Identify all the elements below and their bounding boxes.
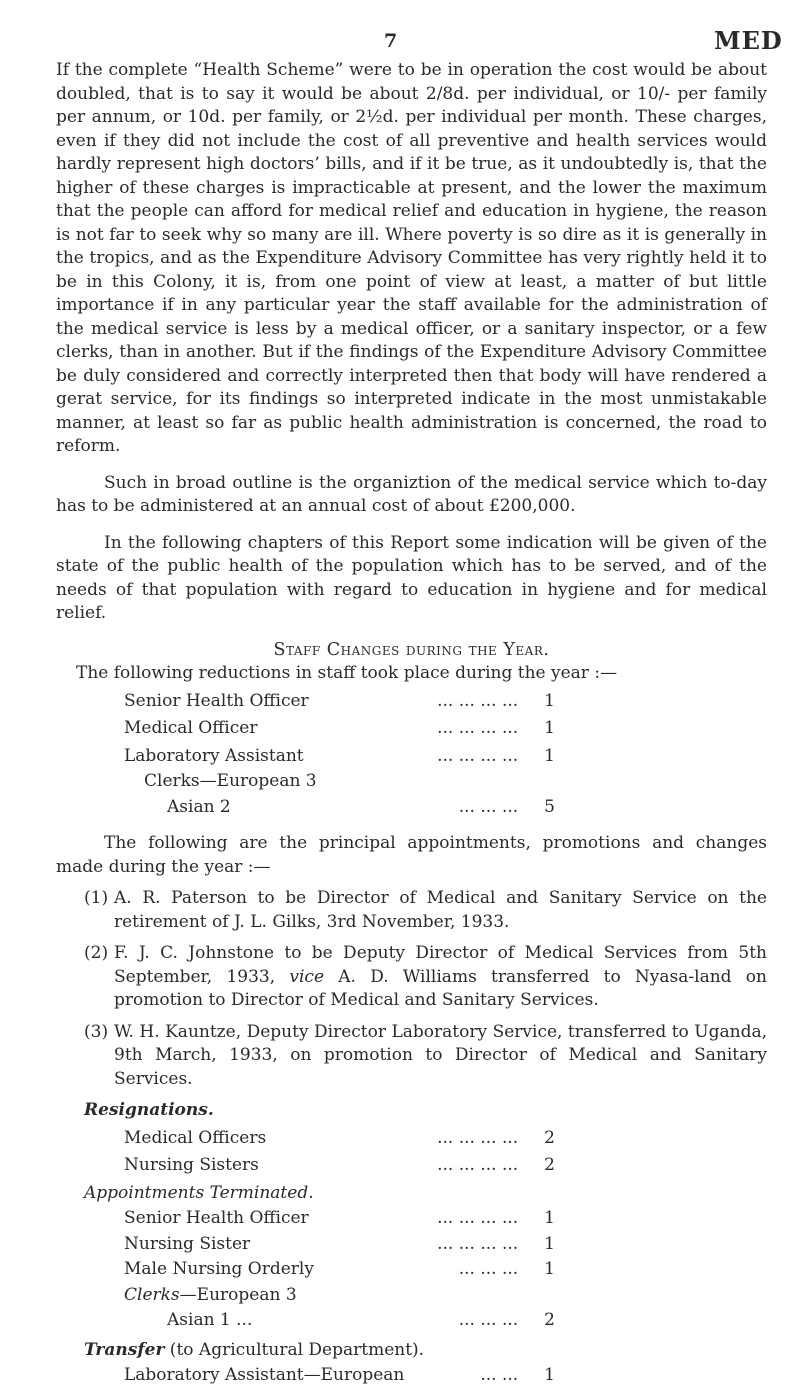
appointment-item: (2) F. J. C. Johnstone to be Deputy Director of Medical Services from 5th September, 1933, vice A. D. Williams transferred to Nyasa-land on promotion to Director of Medical and Sanitary Services. (84, 943, 767, 1010)
terminated-heading: Appointments Terminated. (84, 1182, 314, 1203)
list-item-label: Medical Officer (124, 718, 258, 738)
list-item-label: Asian 1 ... (167, 1310, 253, 1330)
list-item-label: Senior Health Officer (124, 690, 309, 711)
resignations-heading: Resignations. (84, 1100, 214, 1120)
appointments-intro: The following are the principal appointments, promotions and changes made during the year :— (56, 833, 767, 877)
clerks-line: Clerks—European 3 (144, 771, 317, 791)
paragraph-organization: Such in broad outline is the organiztion of the medical service which to-day has to be administered at an annual cost of about £200,000. (56, 472, 767, 516)
list-item: Asian 1 ... ... ... ... 2 (167, 1309, 555, 1333)
list-item-label: Senior Health Officer (124, 1208, 309, 1228)
list-item: Nursing Sister ... ... ... ... 1 (124, 1233, 555, 1257)
list-item: Nursing Sisters ... ... ... ... 2 (124, 1154, 555, 1178)
list-item: Medical Officer ... ... ... ... 1 (124, 717, 555, 741)
list-item: Laboratory Assistant ... ... ... ... 1 (124, 745, 555, 769)
appointment-item: (3) W. H. Kauntze, Deputy Director Laboratory Service, transferred to Uganda, 9th March, 1933, on promotion to Director of Medical and Sanitary Services. (84, 1021, 767, 1089)
body-text (56, 59, 767, 1388)
list-item-label: Male Nursing Orderly (124, 1259, 314, 1279)
list-item-label: Asian 2 (167, 796, 231, 817)
appointment-item: (1) A. R. Paterson to be Director of Medical and Sanitary Service on the retirement of J. L. Gilks, 3rd November, 1933. (84, 888, 767, 932)
terminated-clerks-line: Clerks—European 3 (124, 1284, 297, 1305)
list-item-label: Nursing Sisters (124, 1155, 259, 1175)
list-item: Laboratory Assistant—European ... ... 1 (124, 1364, 555, 1388)
page-number: 7 (384, 30, 398, 52)
paragraph-following-chapters: In the following chapters of this Report some indication will be given of the state of the public health of the population which has to be served, and of the needs of that population with regard to education in hygiene and for medical relief. (56, 532, 767, 623)
list-item: Male Nursing Orderly ... ... ... 1 (124, 1258, 555, 1282)
reductions-intro: The following reductions in staff took place during the year :— (76, 663, 618, 683)
section-heading-staff-changes: Staff Changes during the Year. (273, 639, 550, 660)
list-item-label: Nursing Sister (124, 1233, 251, 1254)
list-item-label: Laboratory Assistant (124, 745, 304, 766)
list-item-label: Laboratory Assistant—European (124, 1365, 405, 1385)
list-item: Medical Officers ... ... ... ... 2 (124, 1127, 555, 1151)
list-item: Senior Health Officer ... ... ... ... 1 (124, 690, 555, 714)
transfer-heading: Transfer (to Agricultural Department). (84, 1339, 425, 1360)
list-item-label: Medical Officers (124, 1127, 267, 1148)
paragraph-health-scheme: If the complete “Health Scheme” were to be in operation the cost would be about doubled, that is to say it would be about 2/8d. per individual, or 10/- per family per annum, or 10d. per family, or 2½d. per individual per month. These charges, even if they did not include the cost of all preventive and health services would hardly represent high doctors’ bills, and if it be true, as it undoubtedly is, that the higher of these charges is impracticable at present, and the lower the maximum that the people can afford for medical relief and education in hygiene, the reason is not far to seek why so many are ill. Where poverty is so dire as it is generally in the tropics, and as the Expenditure Advisory Committee has very rightly held it to be in this Colony, it is, from one point of view at least, a matter of but little importance if in any particular year the staff available for the administration of the medical service is less by a medical officer, or a sanitary inspector, or a few clerks, than in another. But if the findings of the Expenditure Advisory Committee be duly considered and correctly interpreted then that body will have rendered a gerat service, for its findings so interpreted indicate in the most unmistakable manner, at least so far as public health administration is concerned, the road to reform. (56, 60, 767, 456)
list-item: Asian 2 ... ... ... 5 (167, 796, 555, 820)
running-head: MED (714, 26, 783, 55)
list-item: Senior Health Officer ... ... ... ... 1 (124, 1207, 555, 1231)
